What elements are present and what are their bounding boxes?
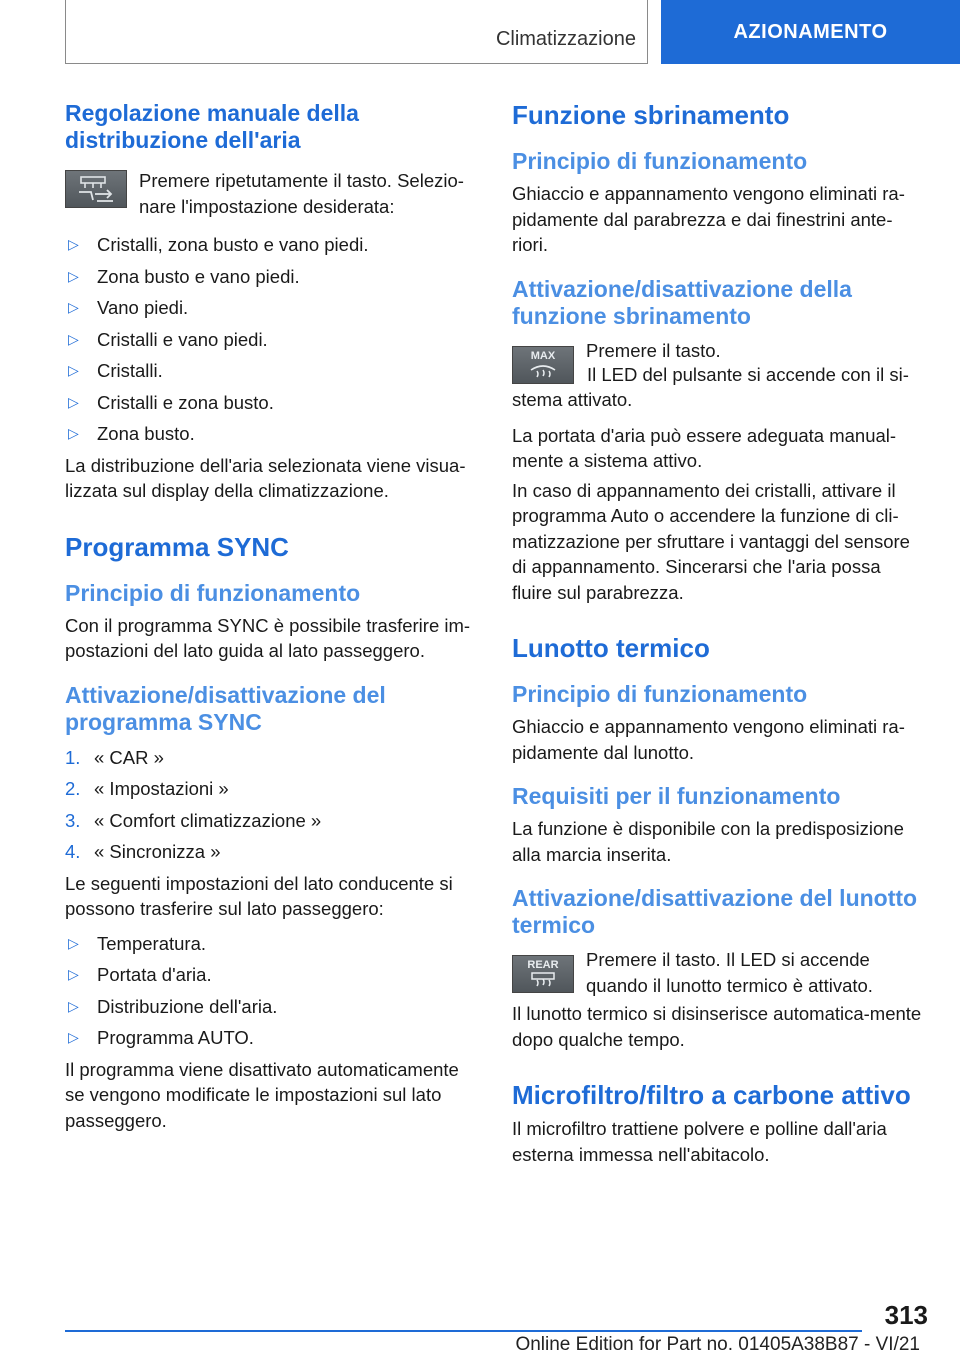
subheading-requirements: Requisiti per il funzionamento: [512, 783, 841, 809]
subheading-rear-activation: Attivazione/disattivazione del lunotto termico: [512, 885, 918, 938]
footer-edition: Online Edition for Part no. 01405A38B87 - VI/21: [515, 1334, 920, 1355]
list-item: ▷ Cristalli e zona busto.: [65, 390, 480, 416]
list-item: ▷ Portata d'aria.: [65, 962, 480, 988]
triangle-bullet-icon: ▷: [68, 267, 79, 284]
subheading-principle: Principio di funzionamento: [65, 579, 361, 606]
footer-divider: [65, 1330, 862, 1332]
heading-defrost: Funzione sbrinamento: [512, 100, 790, 130]
triangle-bullet-icon: ▷: [68, 236, 79, 252]
paragraph: Il lunotto termico si disinserisce automatica-mente dopo qualche tempo.: [512, 1003, 922, 1050]
list-item: ▷ Zona busto.: [65, 421, 480, 447]
list-item: ▷ Temperatura.: [65, 931, 480, 957]
triangle-bullet-icon: ▷: [68, 330, 79, 347]
paragraph: Con il programma SYNC è possibile trasferire im-postazioni del lato guida al lato passeggero.: [65, 614, 471, 661]
paragraph: Le seguenti impostazioni del lato conducente si possono trasferire sul lato passeggero:: [65, 872, 453, 919]
sync-steps-list: [65, 745, 480, 865]
paragraph: La funzione è disponibile con la predisposizione alla marcia inserita.: [512, 818, 904, 865]
heading-sync-program: Programma SYNC: [65, 531, 289, 562]
heading-rear-window-heating: Lunotto termico: [512, 633, 710, 663]
air-distribution-button[interactable]: [65, 170, 127, 208]
paragraph: In caso di appannamento dei cristalli, attivare il programma Auto o accendere la funzione di cli-matizzazione per sfruttare i vantaggi del sensore di appannamento. Sincerarsi che l'aria possa fluire sul parabrezza.: [512, 479, 910, 603]
windshield-defrost-icon: [528, 362, 558, 380]
list-item: 1. « CAR »: [65, 746, 164, 768]
triangle-bullet-icon: ▷: [68, 934, 79, 951]
rear-defrost-button[interactable]: [512, 955, 574, 993]
list-item: ▷ Cristalli e vano piedi.: [65, 327, 480, 353]
paragraph: Ghiaccio e appannamento vengono eliminati ra-pidamente dal lunotto.: [512, 716, 905, 763]
transferable-settings-list: [65, 931, 480, 1051]
paragraph: La portata d'aria può essere adeguata manual-mente a sistema attivo.: [512, 424, 897, 471]
instruction-text: Premere ripetutamente il tasto. Selezio-nare l'impostazione desiderata:: [139, 170, 464, 217]
paragraph: Il programma viene disattivato automaticamente se vengono modificate le impostazioni sul lato passeggero.: [65, 1058, 459, 1131]
triangle-bullet-icon: ▷: [68, 362, 79, 378]
triangle-bullet-icon: ▷: [68, 393, 79, 410]
right-column: [512, 100, 922, 1167]
paragraph: La distribuzione dell'aria selezionata viene visua-lizzata sul display della climatizzazione.: [65, 454, 466, 501]
list-item: ▷ Distribuzione dell'aria.: [65, 994, 480, 1020]
max-defrost-button[interactable]: [512, 346, 574, 384]
heading-microfilter: Microfiltro/filtro a carbone attivo: [512, 1080, 911, 1110]
list-item: 3. « Comfort climatizzazione »: [65, 809, 322, 831]
list-item: ▷ Vano piedi.: [65, 295, 480, 321]
max-label: MAX: [530, 349, 556, 362]
triangle-bullet-icon: ▷: [68, 997, 79, 1014]
rear-button-row: [512, 949, 922, 999]
paragraph: Il LED del pulsante si accende con il si-stema attivato.: [512, 363, 909, 410]
instruction-text: Premere il tasto. Il LED si accende quando il lunotto termico è attivato.: [586, 949, 873, 996]
paragraph: Ghiaccio e appannamento vengono eliminati ra-pidamente dal parabrezza e dai finestrini ante-riori.: [512, 183, 905, 255]
subheading-principle: Principio di funzionamento: [512, 681, 808, 707]
list-item: 2. « Impostazioni »: [65, 778, 229, 799]
triangle-bullet-icon: ▷: [68, 1029, 79, 1045]
header-section-title: Climatizzazione: [495, 28, 636, 50]
header-tab-azionamento[interactable]: AZIONAMENTO: [661, 0, 960, 64]
paragraph: Il microfiltro trattiene polvere e polline dall'aria esterna immessa nell'abitacolo.: [512, 1118, 887, 1165]
air-distribution-icon: [73, 174, 119, 204]
triangle-bullet-icon: ▷: [68, 425, 79, 441]
instruction-text: Premere il tasto.: [586, 339, 721, 361]
subheading-sync-activation: Attivazione/disattivazione del programma SYNC: [65, 681, 386, 735]
air-distribution-row: [65, 164, 480, 219]
list-item: 4. « Sincronizza »: [65, 841, 221, 862]
triangle-bullet-icon: ▷: [68, 966, 79, 982]
subheading-defrost-activation: Attivazione/disattivazione della funzione sbrinamento: [512, 275, 852, 329]
page-number: 313: [884, 1300, 928, 1330]
left-column: [65, 100, 480, 1133]
list-item: ▷ Programma AUTO.: [65, 1025, 480, 1051]
rear-window-defrost-icon: [528, 971, 558, 989]
rear-label: REAR: [527, 959, 559, 971]
list-item: ▷ Cristalli, zona busto e vano piedi.: [65, 232, 480, 258]
list-item: ▷ Zona busto e vano piedi.: [65, 264, 480, 290]
distribution-options-list: [65, 232, 480, 447]
triangle-bullet-icon: ▷: [68, 299, 79, 315]
subheading-principle: Principio di funzionamento: [512, 148, 808, 174]
list-item: ▷ Cristalli.: [65, 358, 480, 384]
heading-air-distribution: Regolazione manuale della distribuzione dell'aria: [65, 100, 359, 153]
